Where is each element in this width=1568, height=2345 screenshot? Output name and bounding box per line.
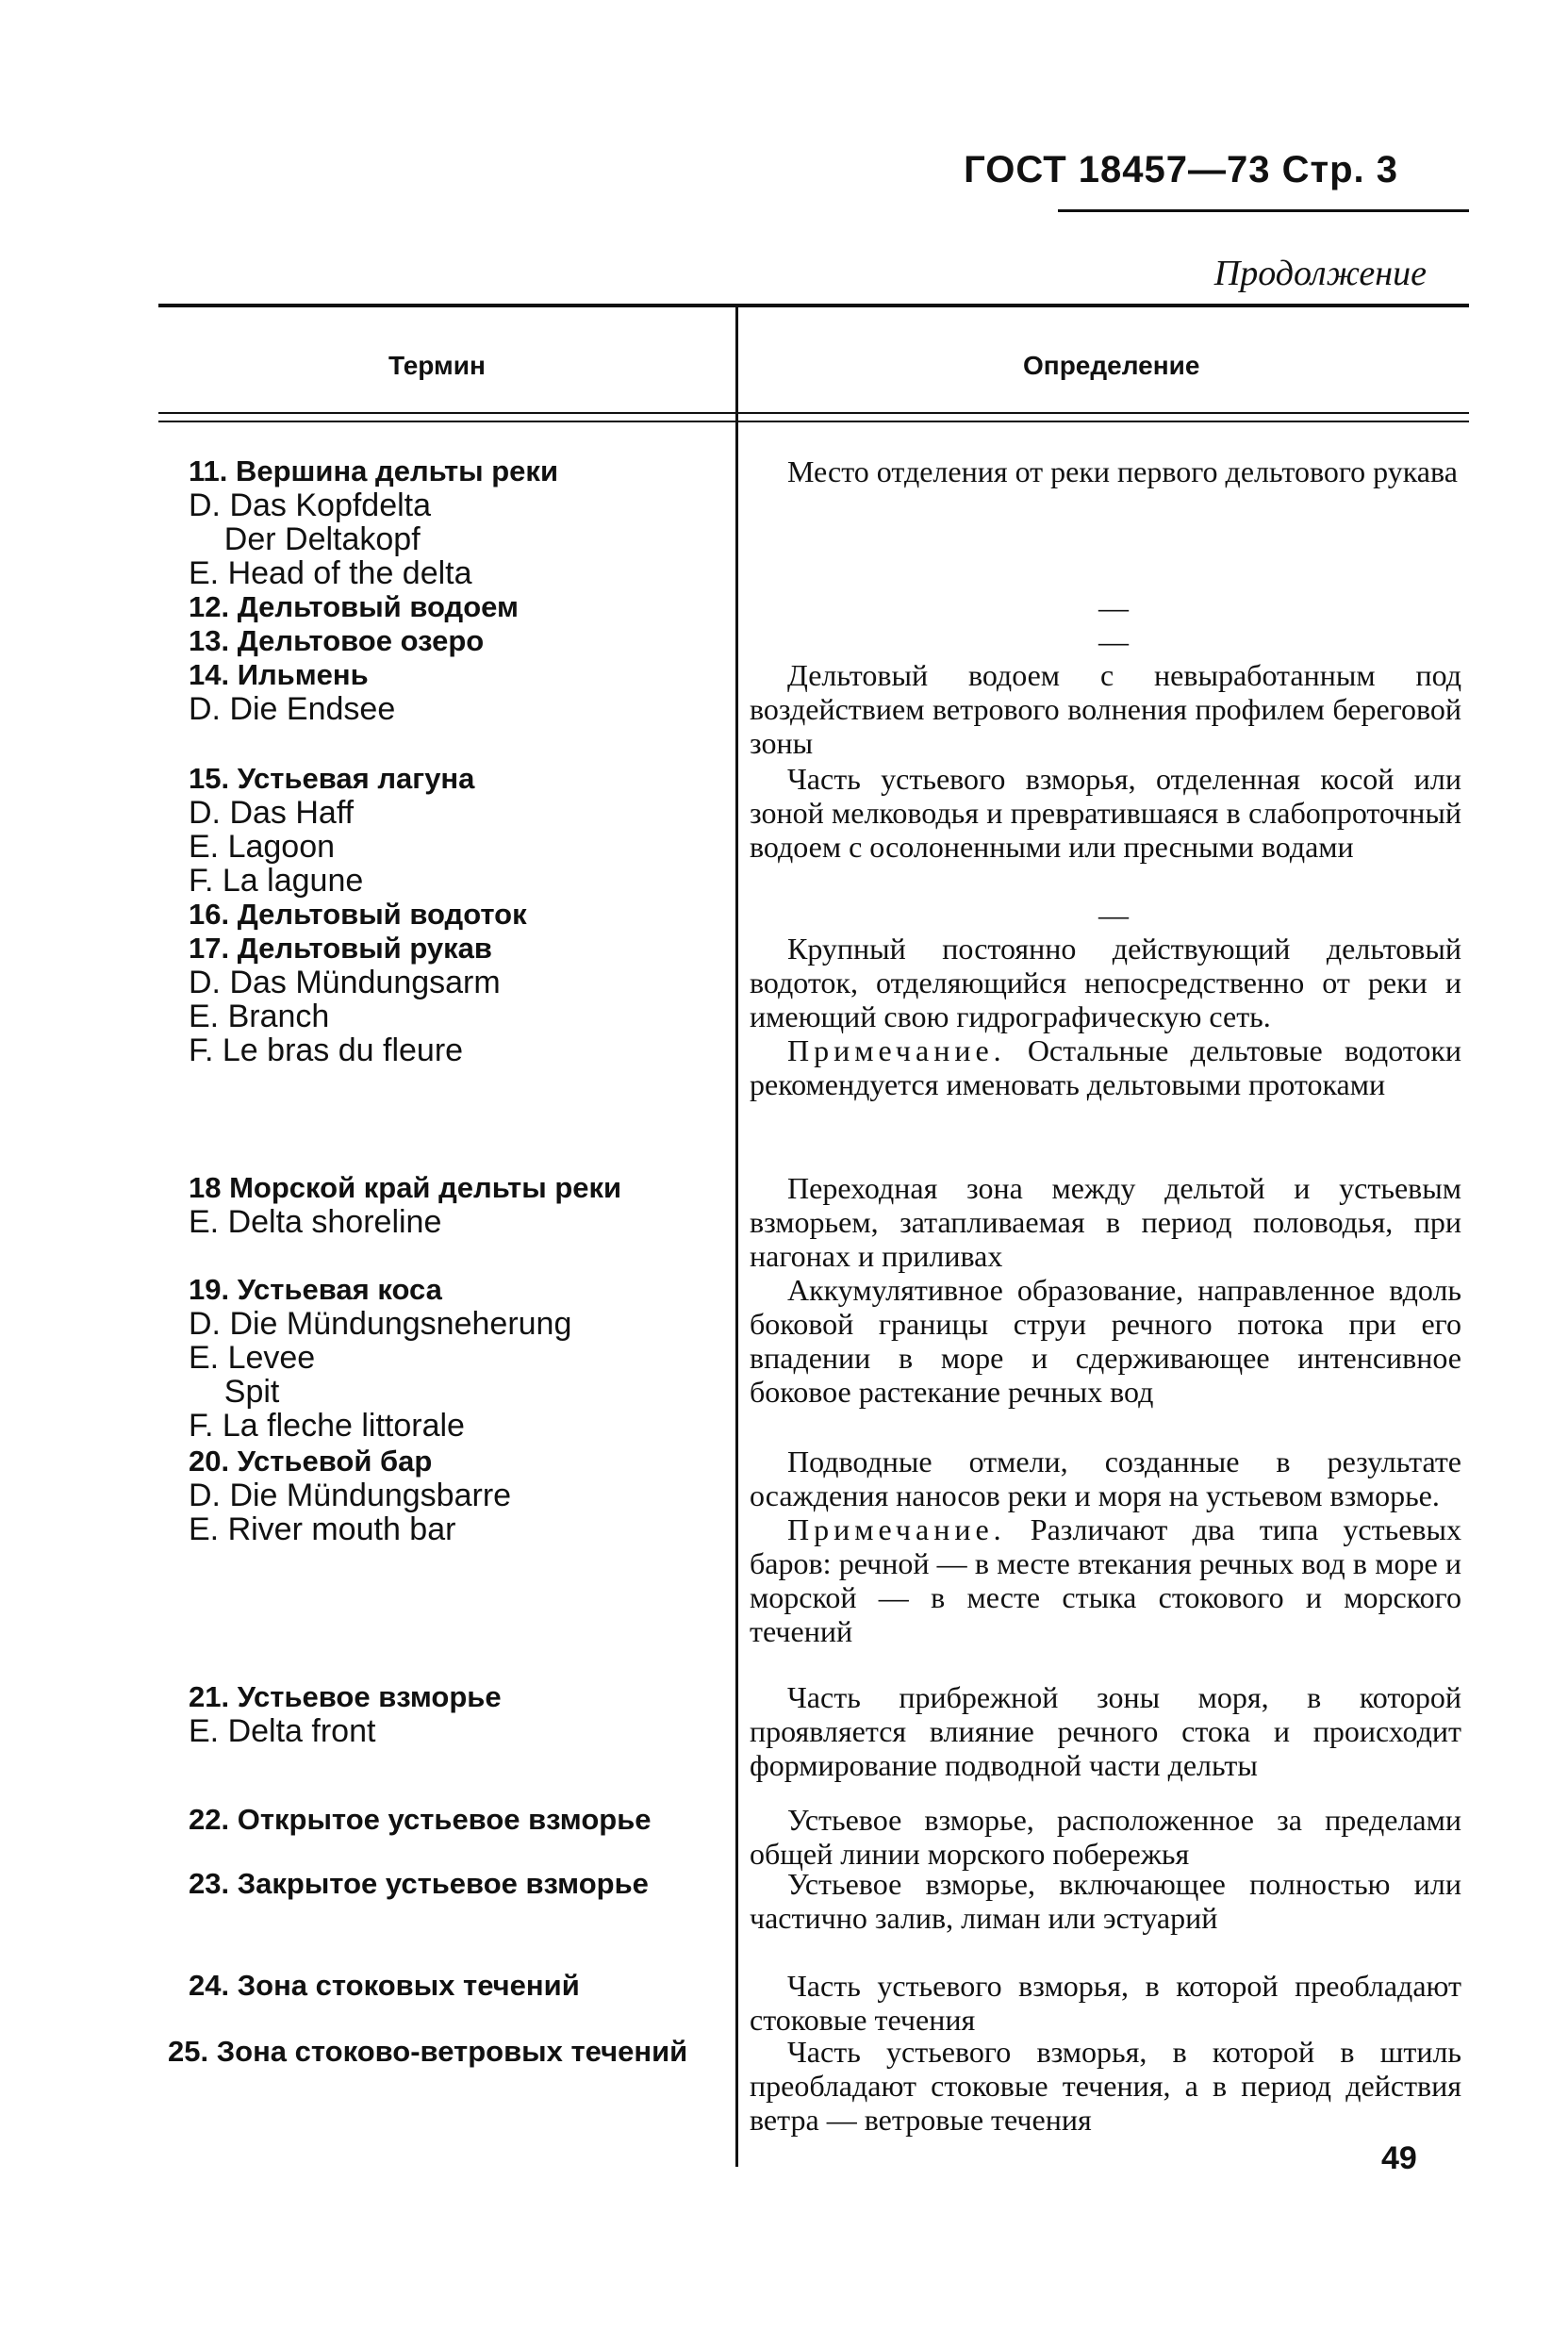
definition-cell bbox=[750, 1171, 1461, 1273]
definition-text: Часть устьевого взморья, в которой преобладают стоковые течения bbox=[750, 1969, 1461, 2037]
definition-dash: — bbox=[1098, 898, 1129, 932]
definition-text: Аккумулятивное образование, направленное вдоль боковой границы струи речного потока при его впадении в море и сдерживающее интенсивное боковое растекание речных вод bbox=[750, 1273, 1461, 1409]
definition-cell bbox=[750, 762, 1461, 864]
term-cell bbox=[189, 932, 501, 1067]
table-head-rule-1 bbox=[158, 412, 1469, 414]
continuation-label: Продолжение bbox=[1213, 254, 1427, 293]
definition-note bbox=[750, 1033, 1461, 1101]
term-foreign: F. La fleche littorale bbox=[189, 1408, 465, 1444]
term-cell bbox=[189, 624, 484, 658]
term-cell bbox=[189, 898, 527, 932]
term-cell bbox=[189, 658, 395, 726]
term-cell bbox=[189, 1969, 580, 2003]
term-ru: 25. Зона стоково-ветровых течений bbox=[168, 2035, 688, 2068]
term-cell bbox=[189, 1171, 621, 1239]
term-ru: 15. Устьевая лагуна bbox=[189, 762, 475, 795]
term-foreign: D. Die Endsee bbox=[189, 691, 396, 727]
term-ru: 11. Вершина дельты реки bbox=[189, 454, 558, 487]
table-top-rule bbox=[158, 304, 1469, 307]
term-foreign: E. Head of the delta bbox=[189, 555, 472, 591]
definition-cell bbox=[750, 1273, 1461, 1409]
term-foreign: E. Lagoon bbox=[189, 829, 336, 865]
definition-text: Устьевое взморье, расположенное за пределами общей линии морского побережья bbox=[750, 1803, 1461, 1871]
term-foreign: F. La lagune bbox=[189, 863, 364, 899]
definition-cell bbox=[750, 1969, 1461, 2037]
term-foreign: D. Das Mündungsarm bbox=[189, 965, 501, 1000]
definition-text: Место отделения от реки первого дельтового рукава bbox=[787, 454, 1458, 488]
term-cell bbox=[189, 1273, 571, 1443]
term-cell bbox=[189, 1803, 652, 1837]
definition-cell bbox=[750, 454, 1461, 488]
note-label: Примечание. bbox=[787, 1033, 1006, 1067]
term-foreign: D. Die Mündungsbarre bbox=[189, 1478, 512, 1513]
definition-text: Переходная зона между дельтой и устьевым взморьем, затапливаемая в период половодья, при нагонах и приливах bbox=[750, 1171, 1461, 1273]
term-cell bbox=[168, 2035, 696, 2069]
definition-cell bbox=[750, 1867, 1461, 1935]
term-foreign: E. Branch bbox=[189, 999, 330, 1034]
definition-cell bbox=[750, 1445, 1461, 1648]
term-ru: 23. Закрытое устьевое взморье bbox=[189, 1867, 649, 1900]
term-foreign: Der Deltakopf bbox=[189, 521, 421, 557]
term-foreign: D. Die Mündungsneherung bbox=[189, 1306, 572, 1342]
term-foreign: E. Levee bbox=[189, 1340, 316, 1376]
header-rule bbox=[1058, 209, 1469, 212]
term-foreign: D. Das Kopfdelta bbox=[189, 487, 432, 523]
term-ru: 21. Устьевое взморье bbox=[189, 1680, 502, 1713]
term-foreign: D. Das Haff bbox=[189, 795, 355, 831]
definition-text: Дельтовый водоем с невыработанным под воздействием ветрового волнения профилем береговой зоны bbox=[750, 658, 1461, 760]
term-foreign: F. Le bras du fleure bbox=[189, 1032, 464, 1068]
definition-text: Часть устьевого взморья, в которой в штиль преобладают стоковые течения, а в период действия ветра — ветровые течения bbox=[750, 2035, 1461, 2137]
definition-cell bbox=[750, 2035, 1461, 2137]
term-ru: 18 Морской край дельты реки bbox=[189, 1171, 622, 1204]
note-text: Остальные дельтовые водотоки рекомендуется именовать дельтовыми протоками bbox=[750, 1033, 1461, 1101]
term-ru: 19. Устьевая коса bbox=[189, 1273, 442, 1306]
term-foreign: E. Delta front bbox=[189, 1713, 376, 1749]
column-header-definition: Определение bbox=[1023, 351, 1200, 380]
definition-text: Устьевое взморье, включающее полностью или частично залив, лиман или эстуарий bbox=[750, 1867, 1461, 1935]
definition-cell bbox=[750, 932, 1461, 1101]
definition-note bbox=[750, 1512, 1461, 1648]
page-number: 49 bbox=[1381, 2140, 1417, 2176]
definition-cell bbox=[750, 1680, 1461, 1782]
note-text: Различают два типа устьевых баров: речной — в месте втекания речных вод в море и морской — в месте стыка стокового и морского течений bbox=[750, 1512, 1461, 1648]
term-ru: 20. Устьевой бар bbox=[189, 1445, 433, 1478]
note-label: Примечание. bbox=[787, 1512, 1006, 1546]
term-cell bbox=[189, 1680, 502, 1748]
term-ru: 17. Дельтовый рукав bbox=[189, 932, 492, 965]
term-foreign: Spit bbox=[189, 1374, 280, 1410]
term-cell bbox=[189, 1445, 511, 1546]
term-ru: 24. Зона стоковых течений bbox=[189, 1969, 580, 2002]
term-cell bbox=[189, 762, 474, 898]
definition-dash: — bbox=[1098, 624, 1129, 658]
definition-dash: — bbox=[1098, 590, 1129, 624]
definition-text: Часть прибрежной зоны моря, в которой проявляется влияние речного стока и происходит формирование подводной части дельты bbox=[750, 1680, 1461, 1782]
definition-text: Часть устьевого взморья, отделенная косой или зоной мелководья и превратившаяся в слабопроточный водоем с осолоненными или пресными водами bbox=[750, 762, 1461, 864]
column-header-term: Термин bbox=[388, 351, 486, 380]
term-ru: 13. Дельтовое озеро bbox=[189, 624, 485, 657]
term-ru: 22. Открытое устьевое взморье bbox=[189, 1803, 652, 1836]
term-foreign: E. Delta shoreline bbox=[189, 1204, 442, 1240]
term-ru: 12. Дельтовый водоем bbox=[189, 590, 519, 623]
definition-text: Подводные отмели, созданные в результате осаждения наносов реки и моря на устьевом взморье. bbox=[750, 1445, 1461, 1512]
column-divider bbox=[735, 304, 738, 2167]
document-header: ГОСТ 18457—73 Стр. 3 bbox=[964, 149, 1398, 190]
definition-cell bbox=[750, 1803, 1461, 1871]
term-cell bbox=[189, 1867, 649, 1901]
term-foreign: E. River mouth bar bbox=[189, 1511, 456, 1547]
term-ru: 14. Ильмень bbox=[189, 658, 369, 691]
term-ru: 16. Дельтовый водоток bbox=[189, 898, 527, 931]
table-head-rule-2 bbox=[158, 421, 1469, 422]
definition-cell bbox=[750, 658, 1461, 760]
term-cell bbox=[189, 454, 558, 590]
term-cell bbox=[189, 590, 519, 624]
definition-text: Крупный постоянно действующий дельтовый водоток, отделяющийся непосредственно от реки и имеющий свою гидрографическую сеть. bbox=[750, 932, 1461, 1033]
